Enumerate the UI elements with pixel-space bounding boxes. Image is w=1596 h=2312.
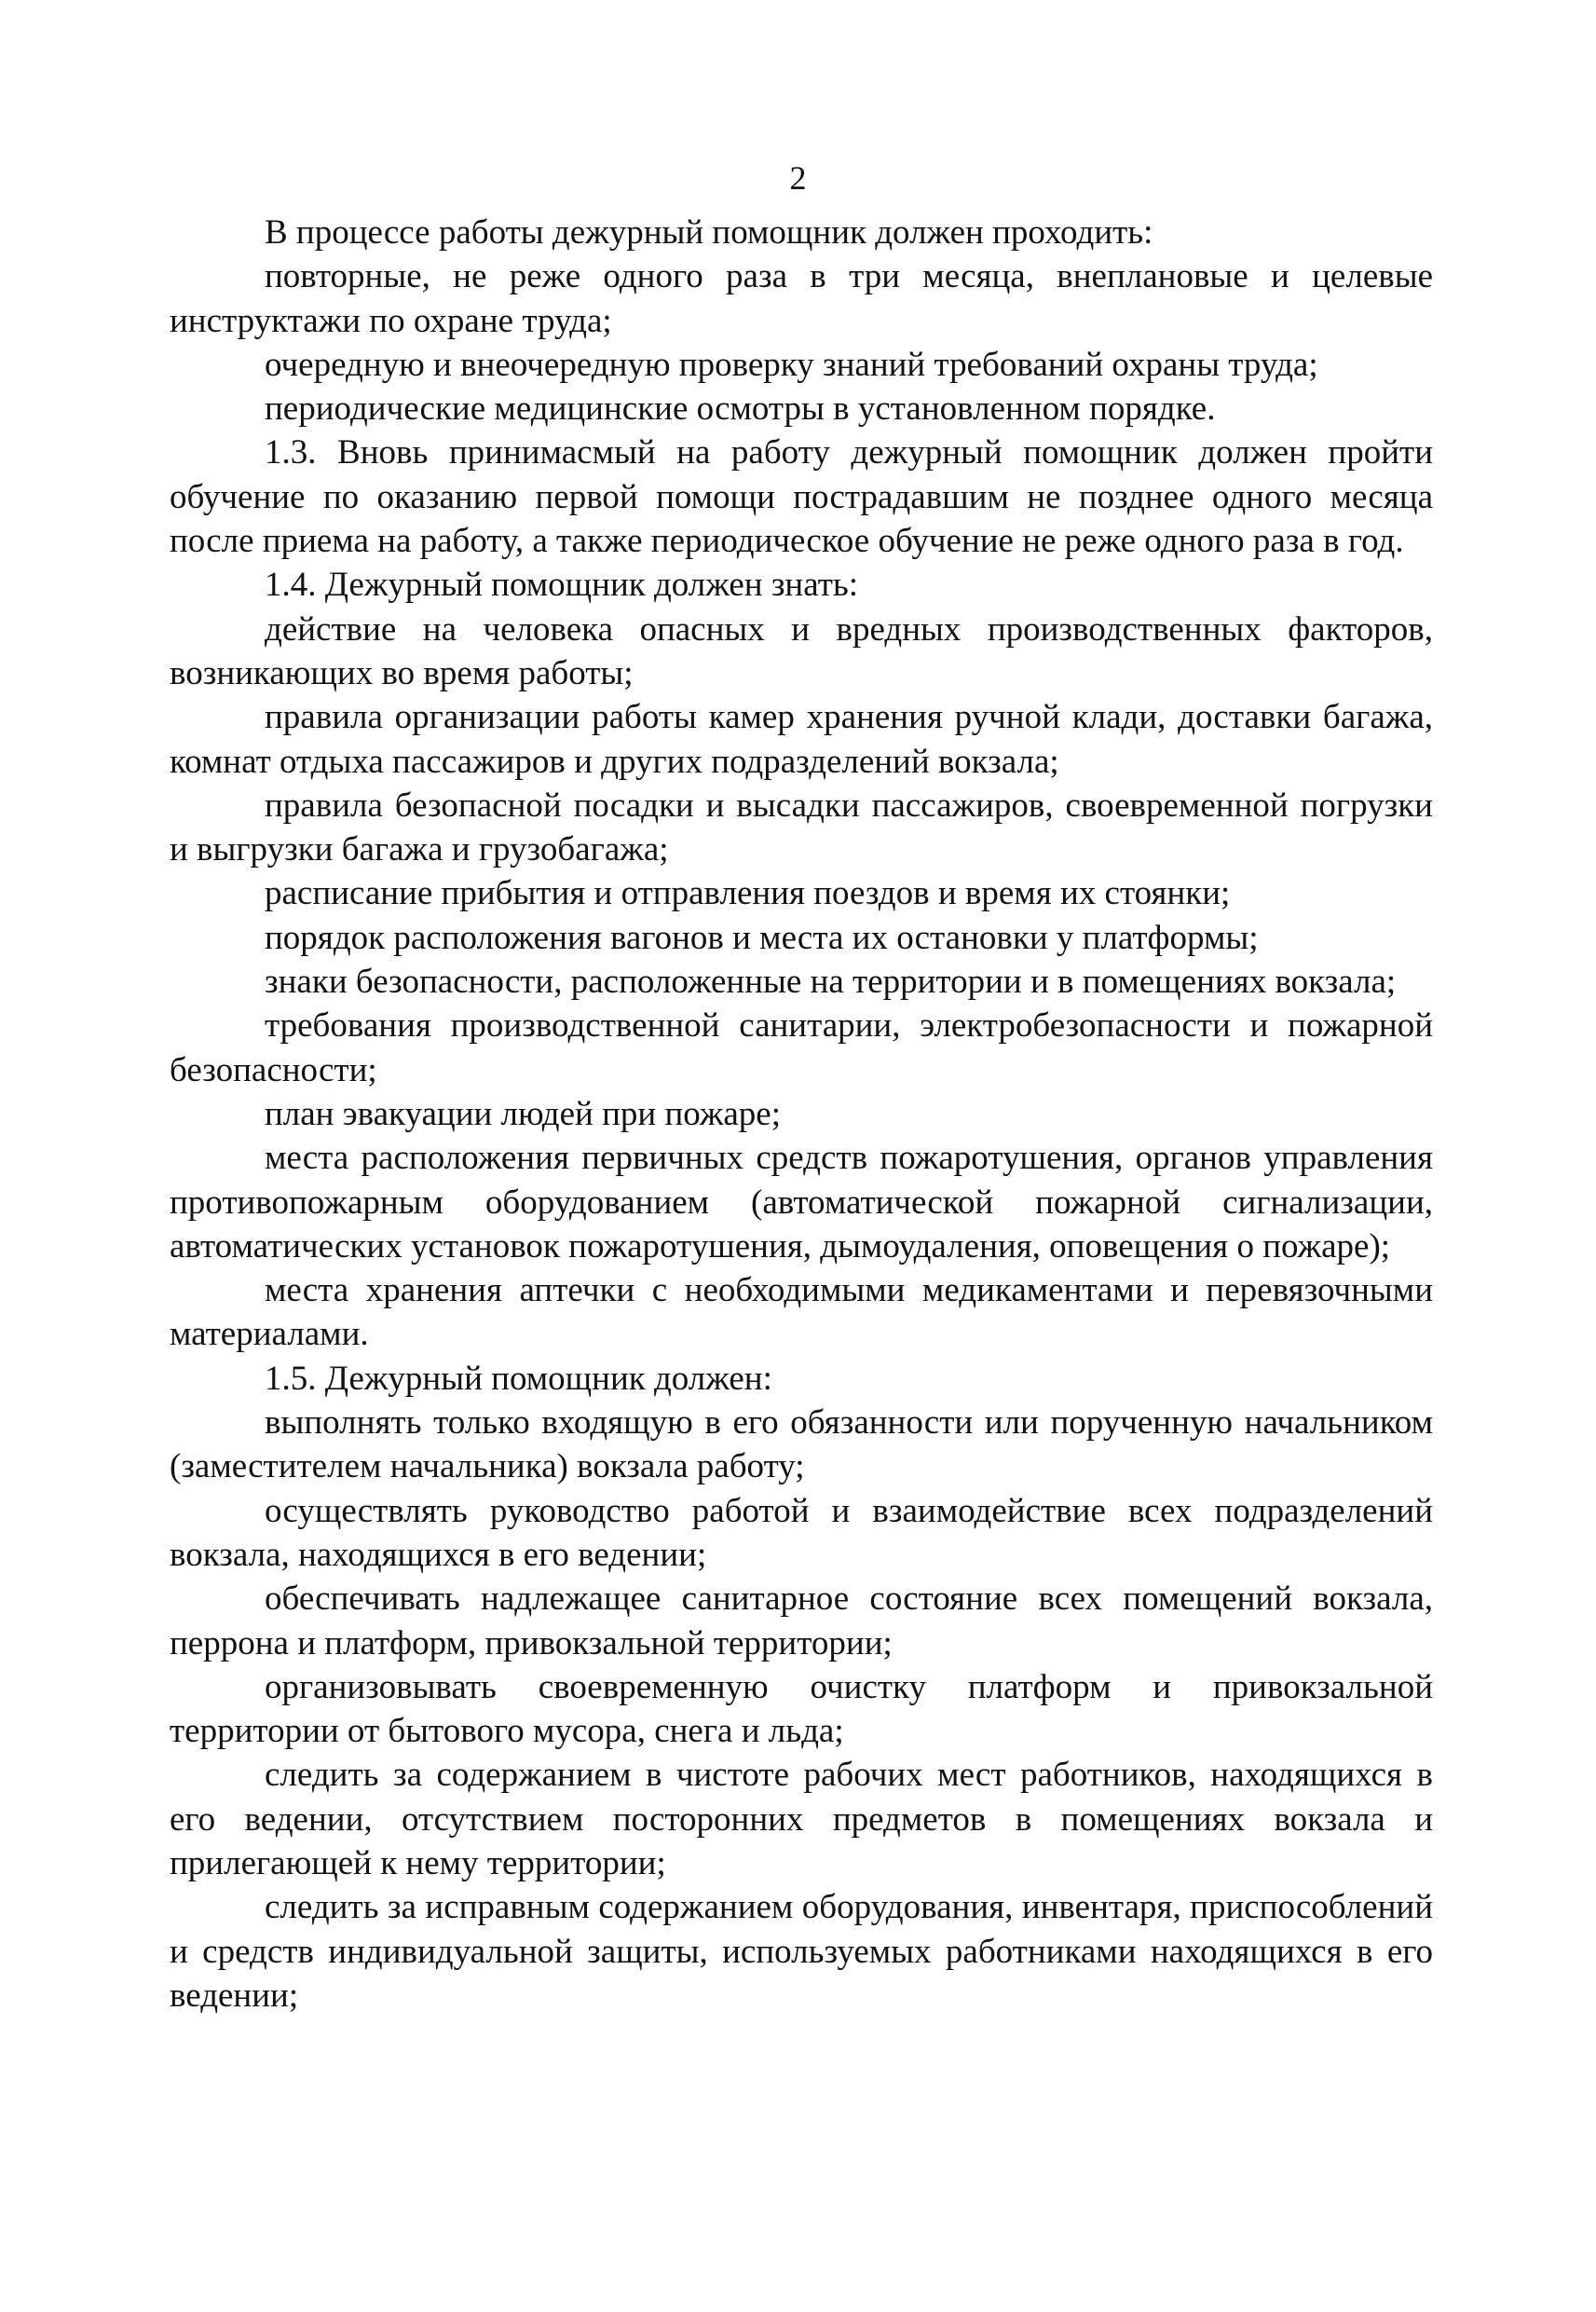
paragraph: правила организации работы камер хранения ручной клади, доставки багажа, комнат отдыха пассажиров и других подразделений вокзала; <box>170 698 1433 781</box>
paragraph: осуществлять руководство работой и взаимодействие всех подразделений вокзала, находящихся в его ведении; <box>170 1491 1433 1574</box>
paragraph-section-1-4: 1.4. Дежурный помощник должен знать: <box>265 566 859 605</box>
paragraph: повторные, не реже одного раза в три месяца, внеплановые и целевые инструктажи по охране труда; <box>170 257 1433 340</box>
paragraph: расписание прибытия и отправления поездов и время их стоянки; <box>265 874 1231 913</box>
paragraph: требования производственной санитарии, электробезопасности и пожарной безопасности; <box>170 1006 1433 1089</box>
paragraph: периодические медицинские осмотры в установленном порядке. <box>265 390 1216 429</box>
paragraph: очередную и внеочередную проверку знаний требований охраны труда; <box>265 345 1318 384</box>
document-body <box>170 211 1433 2018</box>
paragraph: знаки безопасности, расположенные на территории и в помещениях вокзала; <box>265 963 1397 1002</box>
paragraph-section-1-3: 1.3. Вновь принимасмый на работу дежурный помощник должен пройти обучение по оказанию первой помощи пострадавшим не позднее одного месяца после приема на работу, а также периодическое обучение не реже одного раза в год. <box>170 433 1433 561</box>
paragraph: план эвакуации людей при пожаре; <box>265 1094 782 1133</box>
page-number: 2 <box>789 159 807 197</box>
paragraph: выполнять только входящую в его обязанности или порученную начальником (заместителем начальника) вокзала работу; <box>170 1403 1433 1486</box>
paragraph: места расположения первичных средств пожаротушения, органов управления противопожарным оборудованием (автоматической пожарной сигнализации, автоматических установок пожаротушения, дымоудаления, оповещения о пожаре); <box>170 1139 1433 1265</box>
paragraph: порядок расположения вагонов и места их остановки у платформы; <box>265 918 1259 957</box>
paragraph: места хранения аптечки с необходимыми медикаментами и перевязочными материалами. <box>170 1271 1433 1354</box>
paragraph: организовывать своевременную очистку платформ и привокзальной территории от бытового мусора, снега и льда; <box>170 1667 1433 1751</box>
paragraph: следить за исправным содержанием оборудования, инвентаря, приспособлений и средств индивидуальной защиты, используемых работниками находящихся в его ведении; <box>170 1888 1433 2015</box>
paragraph: действие на человека опасных и вредных производственных факторов, возникающих во время работы; <box>170 609 1433 692</box>
paragraph: В процессе работы дежурный помощник должен проходить: <box>265 213 1153 252</box>
paragraph-section-1-5: 1.5. Дежурный помощник должен: <box>265 1359 772 1398</box>
paragraph: правила безопасной посадки и высадки пассажиров, своевременной погрузки и выгрузки багажа и грузобагажа; <box>170 786 1433 869</box>
paragraph: обеспечивать надлежащее санитарное состояние всех помещений вокзала, перрона и платформ, привокзальной территории; <box>170 1580 1433 1662</box>
paragraph: следить за содержанием в чистоте рабочих мест работников, находящихся в его ведении, отсутствием посторонних предметов в помещениях вокзала и прилегающей к нему территории; <box>170 1756 1433 1882</box>
